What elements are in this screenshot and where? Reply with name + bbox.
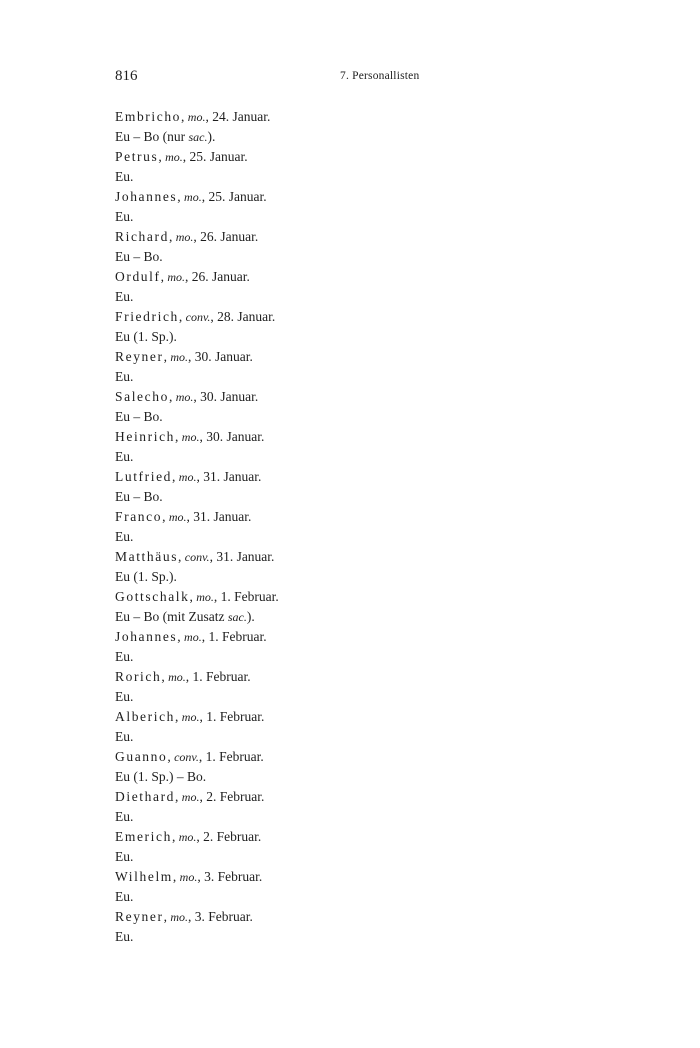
entry-status: mo. bbox=[181, 710, 200, 724]
entry-name: Reyner bbox=[115, 349, 164, 364]
entry-heading: Emerich, mo., 2. Februar. bbox=[115, 829, 262, 844]
entry-status: conv. bbox=[184, 550, 210, 564]
entry-heading: Wilhelm, mo., 3. Februar. bbox=[115, 869, 263, 884]
entry-source-text: sac. bbox=[227, 610, 247, 624]
entry-source bbox=[115, 407, 595, 427]
entry-date: 31. Januar. bbox=[193, 509, 252, 524]
entry-status: mo. bbox=[178, 830, 197, 844]
entry-status: mo. bbox=[167, 270, 186, 284]
entry-heading: Richard, mo., 26. Januar. bbox=[115, 229, 259, 244]
entry-date: 1. Februar. bbox=[206, 709, 265, 724]
entry-source bbox=[115, 567, 595, 587]
entry-status: mo. bbox=[168, 670, 186, 684]
entry-name: Lutfried bbox=[115, 469, 173, 484]
entry-name: Emerich bbox=[115, 829, 172, 844]
entry-source bbox=[115, 647, 595, 667]
entry-name: Johannes bbox=[115, 629, 178, 644]
entry-date: 25. Januar. bbox=[208, 189, 267, 204]
entry-date: 26. Januar. bbox=[191, 269, 250, 284]
entry-source bbox=[115, 447, 595, 467]
entry-status: mo. bbox=[170, 350, 189, 364]
entry-source-text: Eu. bbox=[115, 649, 134, 664]
entry-date: 30. Januar. bbox=[194, 349, 253, 364]
entry-name: Matthäus bbox=[115, 549, 179, 564]
entry-heading: Friedrich, conv., 28. Januar. bbox=[115, 309, 276, 324]
entry-source-text: Eu – Bo. bbox=[115, 409, 163, 424]
entry-source-text: Eu (1. Sp.). bbox=[115, 329, 177, 344]
entry-date: 3. Februar. bbox=[204, 869, 263, 884]
entry-source bbox=[115, 287, 595, 307]
entry-source bbox=[115, 727, 595, 747]
entry-source-text: Eu. bbox=[115, 529, 134, 544]
entry-name: Gottschalk bbox=[115, 589, 190, 604]
entry-source bbox=[115, 207, 595, 227]
entry-name: Johannes bbox=[115, 189, 178, 204]
entry-date: 3. Februar. bbox=[194, 909, 253, 924]
entry-source-text: Eu. bbox=[115, 289, 134, 304]
entry-name: Petrus bbox=[115, 149, 159, 164]
entry-name: Reyner bbox=[115, 909, 164, 924]
entry-heading: Ordulf, mo., 26. Januar. bbox=[115, 269, 250, 284]
entry-heading: Gottschalk, mo., 1. Februar. bbox=[115, 589, 279, 604]
entry-date: 1. Februar. bbox=[192, 669, 251, 684]
entry-date: 28. Januar. bbox=[217, 309, 276, 324]
entry-source-text: Eu (1. Sp.) – Bo. bbox=[115, 769, 207, 784]
entry-heading: Johannes, mo., 25. Januar. bbox=[115, 189, 267, 204]
entry-heading: Lutfried, mo., 31. Januar. bbox=[115, 469, 262, 484]
entry-status: mo. bbox=[165, 150, 183, 164]
entry-name: Franco bbox=[115, 509, 163, 524]
entry-source bbox=[115, 927, 595, 947]
entry-name: Richard bbox=[115, 229, 169, 244]
entry-source-text: Eu – Bo (mit Zusatz bbox=[115, 609, 228, 624]
entry-source-text: Eu. bbox=[115, 369, 134, 384]
entry-source bbox=[115, 767, 595, 787]
entry-date: 1. Februar. bbox=[208, 629, 267, 644]
entry-name: Ordulf bbox=[115, 269, 161, 284]
entry-date: 26. Januar. bbox=[200, 229, 259, 244]
entry-date: 25. Januar. bbox=[189, 149, 248, 164]
entry-heading: Heinrich, mo., 30. Januar. bbox=[115, 429, 265, 444]
entry-date: 2. Februar. bbox=[206, 789, 265, 804]
entry-status: mo. bbox=[170, 910, 189, 924]
entry-source bbox=[115, 487, 595, 507]
entry-source-text: ). bbox=[207, 129, 216, 144]
entry-source bbox=[115, 807, 595, 827]
entry-source bbox=[115, 887, 595, 907]
entry-date: 1. Februar. bbox=[220, 589, 279, 604]
entry-source-text: Eu – Bo. bbox=[115, 249, 163, 264]
entry-status: mo. bbox=[175, 390, 194, 404]
entry-list bbox=[115, 107, 595, 947]
entry-source-text: ). bbox=[246, 609, 255, 624]
entry-status: mo. bbox=[184, 190, 202, 204]
entry-date: 31. Januar. bbox=[203, 469, 262, 484]
entry-source bbox=[115, 367, 595, 387]
entry-source-text: sac. bbox=[188, 130, 208, 144]
entry-source-text: Eu. bbox=[115, 809, 134, 824]
entry-status: mo. bbox=[181, 430, 200, 444]
entry-status: mo. bbox=[175, 230, 194, 244]
entry-heading: Johannes, mo., 1. Februar. bbox=[115, 629, 267, 644]
entry-name: Heinrich bbox=[115, 429, 176, 444]
entry-status: mo. bbox=[179, 870, 198, 884]
entry-source-text: Eu. bbox=[115, 729, 134, 744]
entry-date: 30. Januar. bbox=[200, 389, 259, 404]
entry-heading: Reyner, mo., 3. Februar. bbox=[115, 909, 253, 924]
entry-status: conv. bbox=[185, 310, 211, 324]
entry-date: 30. Januar. bbox=[206, 429, 265, 444]
entry-status: mo. bbox=[168, 510, 187, 524]
entry-date: 2. Februar. bbox=[203, 829, 262, 844]
entry-name: Alberich bbox=[115, 709, 176, 724]
entry-status: mo. bbox=[196, 590, 214, 604]
entry-source-text: Eu – Bo (nur bbox=[115, 129, 189, 144]
entry-heading: Guanno, conv., 1. Februar. bbox=[115, 749, 264, 764]
entry-name: Embricho bbox=[115, 109, 182, 124]
entry-source bbox=[115, 687, 595, 707]
entry-source-text: Eu. bbox=[115, 169, 134, 184]
entry-heading: Salecho, mo., 30. Januar. bbox=[115, 389, 259, 404]
entry-name: Friedrich bbox=[115, 309, 179, 324]
entry-source bbox=[115, 127, 595, 147]
entry-source-text: Eu. bbox=[115, 209, 134, 224]
entry-status: mo. bbox=[181, 790, 200, 804]
entry-source-text: Eu. bbox=[115, 929, 134, 944]
entry-heading: Petrus, mo., 25. Januar. bbox=[115, 149, 248, 164]
entry-name: Rorich bbox=[115, 669, 162, 684]
entry-source bbox=[115, 527, 595, 547]
entry-heading: Reyner, mo., 30. Januar. bbox=[115, 349, 253, 364]
entry-source-text: Eu. bbox=[115, 449, 134, 464]
entry-source-text: Eu. bbox=[115, 689, 134, 704]
entry-source-text: Eu. bbox=[115, 889, 134, 904]
entry-source bbox=[115, 327, 595, 347]
entry-date: 24. Januar. bbox=[212, 109, 271, 124]
entry-date: 31. Januar. bbox=[216, 549, 275, 564]
entry-heading: Embricho, mo., 24. Januar. bbox=[115, 109, 271, 124]
entry-heading: Matthäus, conv., 31. Januar. bbox=[115, 549, 275, 564]
entry-date: 1. Februar. bbox=[205, 749, 264, 764]
entry-heading: Rorich, mo., 1. Februar. bbox=[115, 669, 251, 684]
entry-name: Diethard bbox=[115, 789, 176, 804]
entry-heading: Franco, mo., 31. Januar. bbox=[115, 509, 252, 524]
entry-source bbox=[115, 847, 595, 867]
entry-source-text: Eu (1. Sp.). bbox=[115, 569, 177, 584]
entry-source bbox=[115, 167, 595, 187]
entry-heading: Alberich, mo., 1. Februar. bbox=[115, 709, 265, 724]
entry-heading: Diethard, mo., 2. Februar. bbox=[115, 789, 265, 804]
entry-source-text: Eu. bbox=[115, 849, 134, 864]
entry-status: mo. bbox=[187, 110, 206, 124]
entry-status: mo. bbox=[184, 630, 202, 644]
entry-name: Wilhelm bbox=[115, 869, 173, 884]
entry-name: Salecho bbox=[115, 389, 169, 404]
entry-source bbox=[115, 607, 595, 627]
entry-source bbox=[115, 247, 595, 267]
running-head: 7. Personallisten bbox=[340, 70, 420, 82]
entry-source-text: Eu – Bo. bbox=[115, 489, 163, 504]
entry-status: conv. bbox=[174, 750, 199, 764]
entry-name: Guanno bbox=[115, 749, 168, 764]
entry-status: mo. bbox=[178, 470, 197, 484]
page-number: 816 bbox=[115, 68, 138, 84]
